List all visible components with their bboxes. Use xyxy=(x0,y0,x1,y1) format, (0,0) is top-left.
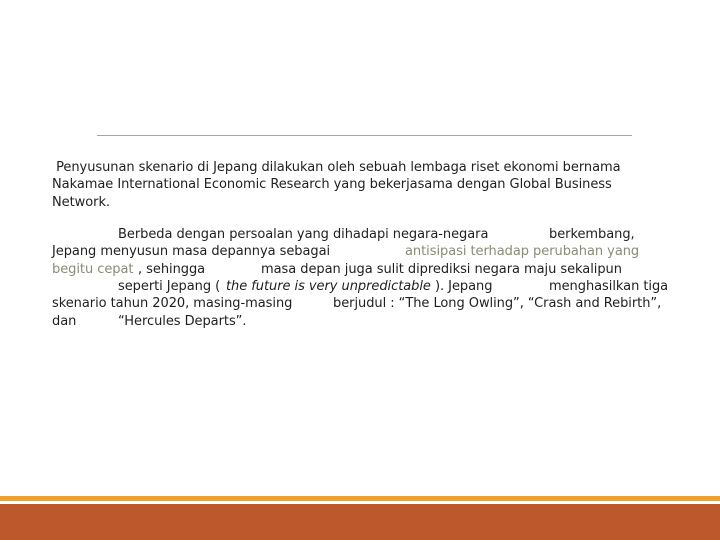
paragraph-line-4a: seperti Jepang ( xyxy=(118,278,221,294)
paragraph-line-2a: Jepang menyusun masa depannya sebagai xyxy=(52,244,331,260)
paragraph-line-4b-italic: the future is very unpredictable xyxy=(226,278,431,294)
paragraph-line-2b-highlight: antisipasi terhadap perubahan yang xyxy=(405,244,640,260)
paragraph-line-3b: , sehingga xyxy=(138,261,206,277)
paragraph-line-4d: menghasilkan tiga xyxy=(549,278,669,294)
footer-accent-bar xyxy=(0,496,720,501)
title-divider xyxy=(97,135,632,136)
paragraph-intro-line-3: Network. xyxy=(52,194,111,210)
footer-bar xyxy=(0,504,720,540)
paragraph-line-3c: masa depan juga sulit diprediksi negara maju sekalipun xyxy=(261,261,622,277)
paragraph-line-3a-highlight: begitu cepat xyxy=(52,261,134,277)
paragraph-line-6b: “Hercules Departs”. xyxy=(118,313,247,329)
paragraph-line-1b: berkembang, xyxy=(549,227,635,242)
paragraph-line-5b: berjudul : “The Long Owling”, “Crash and Rebirth”, xyxy=(333,296,662,312)
paragraph-line-1a: Berbeda dengan persoalan yang dihadapi negara-negara xyxy=(118,227,489,242)
paragraph-line-5a: skenario tahun 2020, masing-masing xyxy=(52,296,293,312)
paragraph-line-4c: ). Jepang xyxy=(435,278,493,294)
paragraph-intro-line-1: Penyusunan skenario di Jepang dilakukan oleh sebuah lembaga riset ekonomi bernama xyxy=(52,160,621,175)
paragraph-intro-line-2: Nakamae International Economic Research yang bekerjasama dengan Global Business xyxy=(52,177,612,193)
paragraph-line-6a: dan xyxy=(52,313,77,329)
